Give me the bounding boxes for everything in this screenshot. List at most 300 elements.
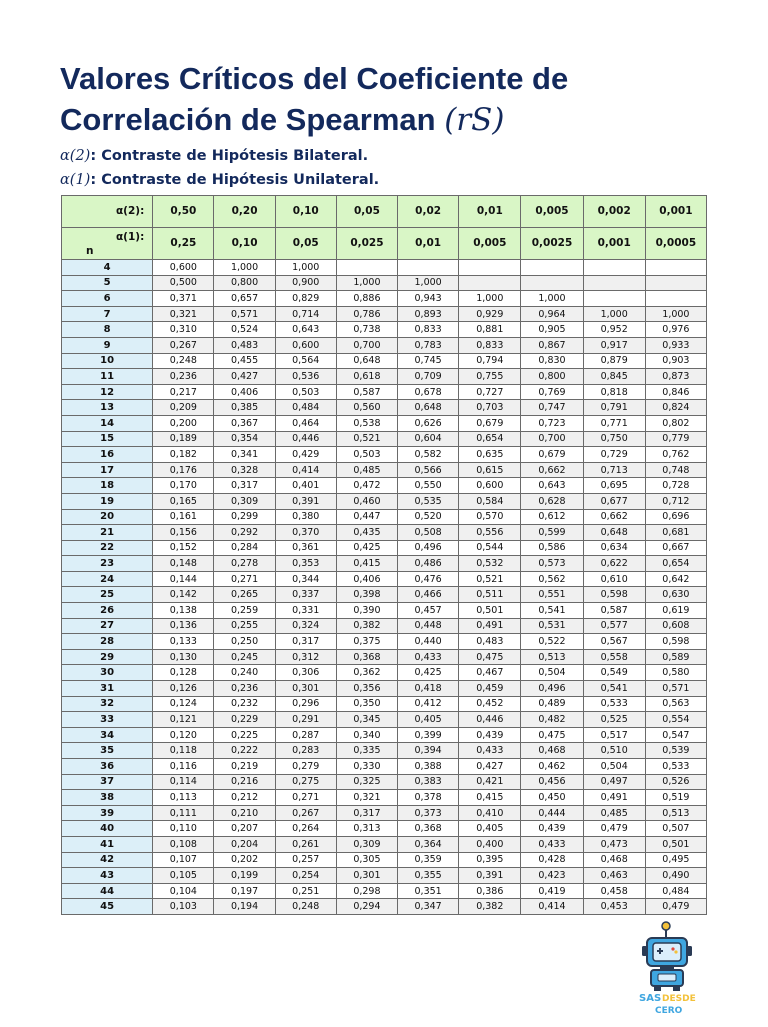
critical-value-cell: 0,359 — [398, 852, 459, 868]
critical-value-cell: 1,000 — [398, 275, 459, 291]
critical-value-cell: 0,517 — [583, 727, 645, 743]
critical-value-cell: 0,599 — [521, 525, 583, 541]
critical-value-cell: 0,845 — [583, 369, 645, 385]
critical-value-cell: 0,367 — [214, 415, 275, 431]
critical-value-cell: 0,562 — [521, 571, 583, 587]
critical-value-cell: 0,563 — [645, 696, 706, 712]
critical-value-cell: 0,667 — [645, 540, 706, 556]
critical-value-cell: 0,503 — [336, 447, 397, 463]
critical-value-cell: 0,818 — [583, 384, 645, 400]
critical-value-cell: 0,903 — [645, 353, 706, 369]
critical-value-cell: 0,362 — [336, 665, 397, 681]
critical-value-cell: 0,414 — [275, 462, 336, 478]
critical-value-cell: 0,964 — [521, 306, 583, 322]
critical-value-cell: 0,550 — [398, 478, 459, 494]
n-cell: 20 — [62, 509, 153, 525]
critical-value-cell: 0,577 — [583, 618, 645, 634]
critical-value-cell: 0,496 — [521, 681, 583, 697]
critical-value-cell: 0,124 — [153, 696, 214, 712]
table-row — [62, 556, 707, 572]
critical-value-cell: 0,399 — [398, 727, 459, 743]
critical-value-cell: 0,114 — [153, 774, 214, 790]
table-row — [62, 415, 707, 431]
critical-value-cell: 0,299 — [214, 509, 275, 525]
critical-value-cell: 0,500 — [153, 275, 214, 291]
critical-value-cell: 0,495 — [645, 852, 706, 868]
alpha1-header-row — [62, 228, 707, 260]
n-cell: 37 — [62, 774, 153, 790]
rs-symbol: (rS) — [444, 102, 505, 138]
critical-value-cell: 0,427 — [214, 369, 275, 385]
critical-value-cell: 0,113 — [153, 790, 214, 806]
critical-value-cell: 0,554 — [645, 712, 706, 728]
critical-value-cell: 0,556 — [459, 525, 521, 541]
table-row — [62, 587, 707, 603]
critical-value-cell: 0,414 — [521, 899, 583, 915]
critical-value-cell: 0,586 — [521, 540, 583, 556]
critical-value-cell: 0,525 — [583, 712, 645, 728]
table-row — [62, 634, 707, 650]
critical-value-cell: 0,491 — [459, 618, 521, 634]
critical-value-cell: 0,354 — [214, 431, 275, 447]
critical-value-cell: 0,634 — [583, 540, 645, 556]
critical-value-cell: 0,455 — [214, 353, 275, 369]
critical-value-cell: 0,612 — [521, 509, 583, 525]
logo-word-desde: DESDE — [662, 994, 696, 1004]
critical-value-cell: 0,275 — [275, 774, 336, 790]
critical-value-cell: 0,310 — [153, 322, 214, 338]
critical-value-cell: 0,727 — [459, 384, 521, 400]
critical-value-cell: 0,507 — [645, 821, 706, 837]
alpha1-value: 0,025 — [336, 228, 397, 260]
critical-value-cell: 0,415 — [336, 556, 397, 572]
alpha1-value: 0,001 — [583, 228, 645, 260]
critical-value-cell: 0,610 — [583, 571, 645, 587]
critical-value-cell: 0,800 — [214, 275, 275, 291]
n-cell: 29 — [62, 649, 153, 665]
table-row — [62, 571, 707, 587]
n-cell: 30 — [62, 665, 153, 681]
critical-value-cell: 0,484 — [645, 883, 706, 899]
critical-value-cell: 0,170 — [153, 478, 214, 494]
critical-value-cell: 0,490 — [645, 868, 706, 884]
alpha2-value: 0,20 — [214, 196, 275, 228]
critical-value-cell: 0,356 — [336, 681, 397, 697]
critical-value-cell: 0,538 — [336, 415, 397, 431]
critical-value-cell: 0,219 — [214, 759, 275, 775]
critical-value-cell: 0,468 — [583, 852, 645, 868]
n-cell: 19 — [62, 493, 153, 509]
critical-value-cell: 0,148 — [153, 556, 214, 572]
critical-value-cell: 0,654 — [645, 556, 706, 572]
n-cell: 32 — [62, 696, 153, 712]
critical-value-cell: 0,482 — [521, 712, 583, 728]
critical-value-cell: 0,549 — [583, 665, 645, 681]
critical-value-cell: 0,881 — [459, 322, 521, 338]
table-row — [62, 525, 707, 541]
alpha2-header-row — [62, 196, 707, 228]
critical-value-cell: 0,679 — [459, 415, 521, 431]
title-line-1: Valores Críticos del Coeficiente de — [60, 61, 569, 96]
critical-value-cell: 0,447 — [336, 509, 397, 525]
critical-value-cell: 0,513 — [645, 805, 706, 821]
critical-value-cell: 0,212 — [214, 790, 275, 806]
critical-value-cell: 0,573 — [521, 556, 583, 572]
table-row — [62, 260, 707, 276]
critical-value-cell: 0,306 — [275, 665, 336, 681]
critical-value-cell: 0,423 — [521, 868, 583, 884]
critical-value-cell: 0,582 — [398, 447, 459, 463]
critical-value-cell: 0,265 — [214, 587, 275, 603]
critical-value-cell: 0,267 — [153, 337, 214, 353]
critical-value-cell: 0,532 — [459, 556, 521, 572]
critical-value-cell: 0,642 — [645, 571, 706, 587]
critical-value-cell: 0,433 — [459, 743, 521, 759]
critical-value-cell: 0,558 — [583, 649, 645, 665]
critical-value-cell: 0,729 — [583, 447, 645, 463]
table-row — [62, 306, 707, 322]
critical-value-cell: 0,678 — [398, 384, 459, 400]
critical-value-cell — [336, 260, 397, 276]
critical-value-cell: 0,415 — [459, 790, 521, 806]
critical-value-cell: 0,232 — [214, 696, 275, 712]
critical-value-cell: 0,419 — [521, 883, 583, 899]
critical-value-cell: 0,626 — [398, 415, 459, 431]
critical-value-cell: 0,278 — [214, 556, 275, 572]
critical-value-cell: 0,917 — [583, 337, 645, 353]
critical-value-cell: 0,762 — [645, 447, 706, 463]
critical-value-cell: 0,105 — [153, 868, 214, 884]
table-row — [62, 790, 707, 806]
critical-value-cell: 0,301 — [336, 868, 397, 884]
critical-value-cell: 0,394 — [398, 743, 459, 759]
critical-value-cell: 0,433 — [398, 649, 459, 665]
critical-value-cell: 0,453 — [583, 899, 645, 915]
critical-value-cell: 0,103 — [153, 899, 214, 915]
critical-value-cell: 0,156 — [153, 525, 214, 541]
critical-value-cell: 0,197 — [214, 883, 275, 899]
critical-value-cell: 0,598 — [645, 634, 706, 650]
table-row — [62, 603, 707, 619]
critical-value-cell: 0,521 — [459, 571, 521, 587]
table-row — [62, 821, 707, 837]
critical-value-cell: 0,802 — [645, 415, 706, 431]
critical-value-cell: 0,321 — [336, 790, 397, 806]
critical-value-cell: 0,630 — [645, 587, 706, 603]
table-row — [62, 743, 707, 759]
n-cell: 36 — [62, 759, 153, 775]
critical-value-cell: 0,321 — [153, 306, 214, 322]
critical-value-cell: 0,608 — [645, 618, 706, 634]
critical-value-cell: 0,748 — [645, 462, 706, 478]
table-row — [62, 712, 707, 728]
critical-value-cell: 0,271 — [275, 790, 336, 806]
critical-value-cell — [459, 260, 521, 276]
critical-value-cell: 0,662 — [521, 462, 583, 478]
table-row — [62, 353, 707, 369]
n-cell: 43 — [62, 868, 153, 884]
critical-value-cell: 0,182 — [153, 447, 214, 463]
logo-word-sas: SAS — [639, 993, 662, 1004]
critical-value-cell: 0,298 — [336, 883, 397, 899]
n-cell: 18 — [62, 478, 153, 494]
critical-value-cell: 0,251 — [275, 883, 336, 899]
critical-value-cell: 0,648 — [336, 353, 397, 369]
critical-value-cell: 0,406 — [336, 571, 397, 587]
critical-value-cell: 0,745 — [398, 353, 459, 369]
critical-value-cell: 0,786 — [336, 306, 397, 322]
critical-value-cell: 0,401 — [275, 478, 336, 494]
critical-value-cell: 0,615 — [459, 462, 521, 478]
critical-value-cell: 0,491 — [583, 790, 645, 806]
critical-value-cell: 1,000 — [214, 260, 275, 276]
critical-value-cell: 0,317 — [214, 478, 275, 494]
critical-value-cell: 0,462 — [521, 759, 583, 775]
critical-value-cell: 0,783 — [398, 337, 459, 353]
n-cell: 38 — [62, 790, 153, 806]
critical-value-cell: 0,199 — [214, 868, 275, 884]
critical-value-cell: 0,833 — [459, 337, 521, 353]
table-row — [62, 447, 707, 463]
critical-value-cell: 0,200 — [153, 415, 214, 431]
critical-value-cell: 0,755 — [459, 369, 521, 385]
critical-value-cell: 0,695 — [583, 478, 645, 494]
critical-value-cell: 0,361 — [275, 540, 336, 556]
critical-value-cell: 0,524 — [214, 322, 275, 338]
critical-value-cell: 0,446 — [459, 712, 521, 728]
critical-value-cell: 0,905 — [521, 322, 583, 338]
critical-value-cell: 0,271 — [214, 571, 275, 587]
critical-value-cell: 0,619 — [645, 603, 706, 619]
critical-value-cell: 0,464 — [275, 415, 336, 431]
critical-value-cell: 0,657 — [214, 291, 275, 307]
critical-value-cell: 0,475 — [521, 727, 583, 743]
critical-value-cell: 0,584 — [459, 493, 521, 509]
critical-value-cell: 0,867 — [521, 337, 583, 353]
table-row — [62, 696, 707, 712]
n-cell: 25 — [62, 587, 153, 603]
table-row — [62, 384, 707, 400]
critical-value-cell: 0,459 — [459, 681, 521, 697]
critical-value-cell: 0,738 — [336, 322, 397, 338]
table-row — [62, 852, 707, 868]
critical-value-cell: 0,255 — [214, 618, 275, 634]
critical-value-cell: 0,458 — [583, 883, 645, 899]
critical-value-cell: 0,335 — [336, 743, 397, 759]
critical-value-cell: 0,104 — [153, 883, 214, 899]
critical-value-cell: 0,207 — [214, 821, 275, 837]
critical-value-cell: 0,144 — [153, 571, 214, 587]
table-row — [62, 400, 707, 416]
critical-value-cell: 0,791 — [583, 400, 645, 416]
critical-value-cell: 0,383 — [398, 774, 459, 790]
critical-value-cell: 0,511 — [459, 587, 521, 603]
critical-value-cell: 0,489 — [521, 696, 583, 712]
critical-value-cell: 0,457 — [398, 603, 459, 619]
critical-value-cell: 0,677 — [583, 493, 645, 509]
critical-value-cell: 0,589 — [645, 649, 706, 665]
critical-value-cell: 0,347 — [398, 899, 459, 915]
n-cell: 40 — [62, 821, 153, 837]
critical-value-cell: 0,301 — [275, 681, 336, 697]
critical-value-cell: 0,254 — [275, 868, 336, 884]
critical-value-cell: 0,723 — [521, 415, 583, 431]
critical-value-cell: 0,324 — [275, 618, 336, 634]
critical-value-cell: 0,571 — [645, 681, 706, 697]
critical-value-cell: 0,833 — [398, 322, 459, 338]
n-cell: 26 — [62, 603, 153, 619]
critical-value-cell: 0,345 — [336, 712, 397, 728]
critical-value-cell: 0,536 — [275, 369, 336, 385]
alpha1-value: 0,0025 — [521, 228, 583, 260]
table-row — [62, 899, 707, 915]
critical-value-cell: 0,390 — [336, 603, 397, 619]
critical-value-cell — [521, 260, 583, 276]
critical-value-cell: 0,370 — [275, 525, 336, 541]
critical-value-cell: 0,479 — [645, 899, 706, 915]
alpha2-value: 0,50 — [153, 196, 214, 228]
critical-value-cell: 0,467 — [459, 665, 521, 681]
critical-value-cell: 0,521 — [336, 431, 397, 447]
critical-value-cell: 0,368 — [398, 821, 459, 837]
critical-value-cell — [459, 275, 521, 291]
alpha2-symbol: α(2) — [60, 148, 91, 164]
critical-value-cell: 0,261 — [275, 836, 336, 852]
critical-value-cell: 0,485 — [336, 462, 397, 478]
n-cell: 45 — [62, 899, 153, 915]
critical-value-cell: 0,541 — [521, 603, 583, 619]
critical-value-cell: 0,405 — [459, 821, 521, 837]
critical-value-cell: 0,317 — [336, 805, 397, 821]
critical-value-cell: 0,340 — [336, 727, 397, 743]
critical-value-cell: 0,385 — [214, 400, 275, 416]
critical-value-cell: 0,209 — [153, 400, 214, 416]
critical-value-cell: 0,116 — [153, 759, 214, 775]
critical-value-cell: 0,240 — [214, 665, 275, 681]
alpha1-value: 0,005 — [459, 228, 521, 260]
critical-value-cell: 0,309 — [214, 493, 275, 509]
critical-value-cell: 0,600 — [275, 337, 336, 353]
critical-value-cell: 0,405 — [398, 712, 459, 728]
n-cell: 41 — [62, 836, 153, 852]
critical-value-cell: 0,794 — [459, 353, 521, 369]
n-cell: 5 — [62, 275, 153, 291]
critical-value-cell: 0,473 — [583, 836, 645, 852]
critical-value-cell — [645, 275, 706, 291]
critical-value-cell: 0,130 — [153, 649, 214, 665]
critical-value-cell — [398, 260, 459, 276]
table-row — [62, 805, 707, 821]
alpha2-value: 0,005 — [521, 196, 583, 228]
critical-value-cell: 0,107 — [153, 852, 214, 868]
critical-value-cell: 0,696 — [645, 509, 706, 525]
alpha2-value: 0,10 — [275, 196, 336, 228]
critical-value-cell: 0,388 — [398, 759, 459, 775]
critical-value-cell: 0,245 — [214, 649, 275, 665]
n-cell: 33 — [62, 712, 153, 728]
critical-value-cell: 0,216 — [214, 774, 275, 790]
critical-value-cell: 0,580 — [645, 665, 706, 681]
critical-value-cell: 1,000 — [336, 275, 397, 291]
critical-value-cell: 0,380 — [275, 509, 336, 525]
alpha1-label: α(1): — [115, 231, 145, 243]
critical-value-cell: 0,463 — [583, 868, 645, 884]
critical-value-cell: 0,330 — [336, 759, 397, 775]
table-row — [62, 759, 707, 775]
critical-value-cell: 0,501 — [645, 836, 706, 852]
critical-value-cell: 0,747 — [521, 400, 583, 416]
critical-value-cell: 0,779 — [645, 431, 706, 447]
critical-value-cell: 0,412 — [398, 696, 459, 712]
critical-value-cell: 0,236 — [214, 681, 275, 697]
critical-value-cell: 0,138 — [153, 603, 214, 619]
table-row — [62, 337, 707, 353]
critical-value-cell: 0,287 — [275, 727, 336, 743]
critical-value-cell: 0,466 — [398, 587, 459, 603]
critical-value-cell: 0,769 — [521, 384, 583, 400]
critical-value-cell: 0,560 — [336, 400, 397, 416]
n-cell: 12 — [62, 384, 153, 400]
critical-value-cell: 0,283 — [275, 743, 336, 759]
table-row — [62, 275, 707, 291]
critical-value-cell: 0,204 — [214, 836, 275, 852]
critical-value-cell: 0,126 — [153, 681, 214, 697]
critical-value-cell: 0,229 — [214, 712, 275, 728]
critical-value-cell: 0,510 — [583, 743, 645, 759]
critical-value-cell: 0,976 — [645, 322, 706, 338]
table-row — [62, 727, 707, 743]
critical-value-cell: 0,929 — [459, 306, 521, 322]
critical-value-cell: 0,120 — [153, 727, 214, 743]
critical-value-cell: 0,483 — [214, 337, 275, 353]
critical-value-cell — [583, 275, 645, 291]
critical-value-cell: 0,643 — [275, 322, 336, 338]
critical-value-cell: 0,421 — [459, 774, 521, 790]
critical-value-cell: 0,111 — [153, 805, 214, 821]
critical-value-cell: 0,547 — [645, 727, 706, 743]
critical-value-cell: 1,000 — [521, 291, 583, 307]
critical-value-cell: 0,371 — [153, 291, 214, 307]
critical-value-cell: 0,378 — [398, 790, 459, 806]
n-cell: 16 — [62, 447, 153, 463]
alpha1-value: 0,05 — [275, 228, 336, 260]
critical-value-cell: 0,587 — [336, 384, 397, 400]
critical-value-cell: 0,375 — [336, 634, 397, 650]
critical-value-cell: 0,539 — [645, 743, 706, 759]
critical-value-cell: 0,194 — [214, 899, 275, 915]
critical-value-cell: 0,886 — [336, 291, 397, 307]
critical-value-cell: 0,108 — [153, 836, 214, 852]
critical-value-cell: 0,520 — [398, 509, 459, 525]
critical-value-cell: 0,337 — [275, 587, 336, 603]
critical-value-cell: 0,325 — [336, 774, 397, 790]
table-row — [62, 868, 707, 884]
critical-value-cell: 0,250 — [214, 634, 275, 650]
critical-value-cell: 0,567 — [583, 634, 645, 650]
subtitle-unilateral: α(1): Contraste de Hipótesis Unilateral. — [60, 172, 380, 188]
critical-value-cell: 0,479 — [583, 821, 645, 837]
critical-value-cell: 0,504 — [583, 759, 645, 775]
critical-value-cell: 0,284 — [214, 540, 275, 556]
n-cell: 44 — [62, 883, 153, 899]
critical-value-cell: 0,526 — [645, 774, 706, 790]
critical-value-cell: 0,446 — [275, 431, 336, 447]
table-row — [62, 291, 707, 307]
critical-value-cell: 0,118 — [153, 743, 214, 759]
critical-value-cell: 0,679 — [521, 447, 583, 463]
critical-value-cell: 0,681 — [645, 525, 706, 541]
critical-value-cell: 0,551 — [521, 587, 583, 603]
